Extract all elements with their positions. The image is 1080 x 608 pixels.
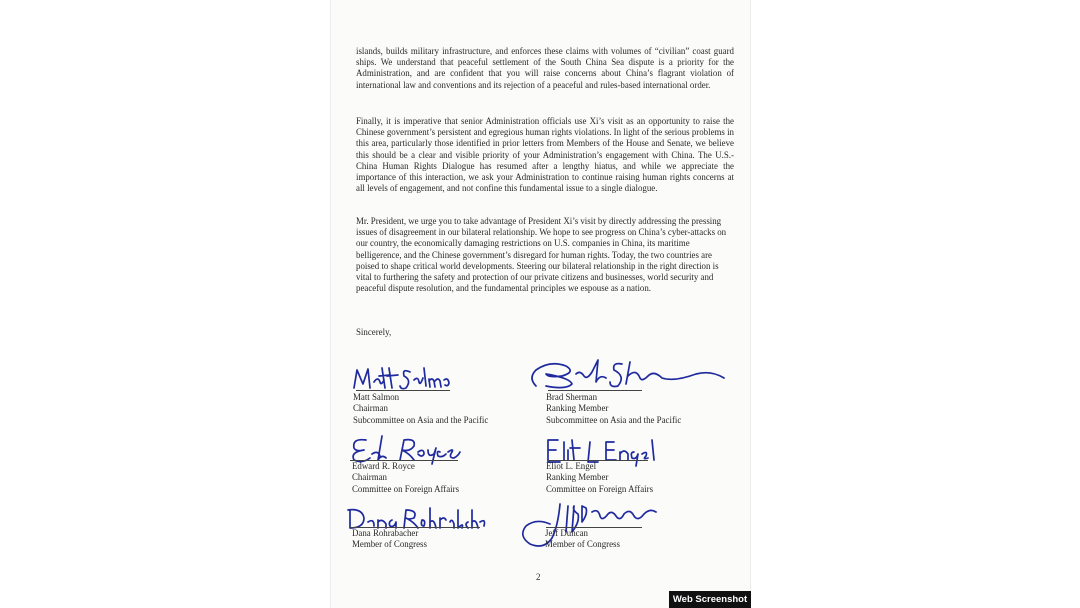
signatory-name: Brad Sherman	[546, 392, 598, 402]
signatory-name: Eliot L. Engel	[546, 461, 597, 471]
letter-paragraph-3: Mr. President, we urge you to take advantage of President Xi’s visit by directly addressing the pressing issues of disagreement in our bilateral relationship. We hope to see progress on China’s cyber-attacks on our country, the economically damaging restrictions on U.S. companies in China, its maritime belligerence, and the Chinese government’s disregard for human rights. Today, the two countries are poised to shape critical world developments. Steering our bilateral relationship in the right direction is vital to furthering the safety and protection of our private citizens and businesses, world security and peaceful dispute resolution, and the fundamental principles we espouse as a nation.	[356, 216, 727, 294]
signatory-matt-salmon	[353, 392, 488, 426]
signatory-title: Ranking Member	[546, 403, 609, 414]
signatory-title: Member of Congress	[352, 539, 427, 550]
signature-brad-sherman	[526, 356, 726, 390]
signatory-edward-royce	[352, 461, 459, 495]
signatory-name: Matt Salmon	[353, 392, 400, 402]
signatory-dana-rohrabacher	[352, 528, 427, 551]
signatory-committee: Committee on Foreign Affairs	[352, 483, 460, 494]
signatory-jeff-duncan	[545, 528, 620, 551]
web-screenshot-badge: Web Screenshot	[669, 591, 751, 608]
signatory-name: Dana Rohrabacher	[352, 528, 419, 538]
signatory-committee: Subcommittee on Asia and the Pacific	[546, 414, 682, 425]
signatory-title: Member of Congress	[545, 539, 620, 550]
signature-line	[548, 390, 642, 391]
signatory-committee: Committee on Foreign Affairs	[546, 483, 654, 494]
signatory-committee: Subcommittee on Asia and the Pacific	[353, 414, 489, 425]
signatory-name: Jeff Duncan	[545, 528, 588, 538]
letter-paragraph-1: islands, builds military infrastructure, and enforces these claims with volumes of “civilian” coast guard ships. We understand that peaceful settlement of the South China Sea dispute is a priority for the Administration, and are confident that you will raise concerns about China’s flagrant violation of international law and conventions and its rejection of a peaceful and rules-based international order.	[356, 46, 734, 90]
signatory-brad-sherman	[546, 392, 681, 426]
letter-paragraph-2: Finally, it is imperative that senior Administration officials use Xi’s visit as an opportunity to raise the Chinese government’s persistent and egregious human rights violations. In light of the serious problems in this area, particularly those identified in prior letters from Members of the House and Senate, we believe this should be a clear and visible priority of your Administration’s engagement with China. The U.S.-China Human Rights Dialogue has resumed after a lengthy hiatus, and while we appreciate the importance of this interaction, we ask your Administration to continue raising human rights concerns at all levels of engagement, and not confine this fundamental issue to a single dialogue.	[356, 116, 734, 194]
signature-matt-salmon	[352, 364, 452, 392]
page-number: 2	[536, 572, 541, 582]
closing: Sincerely,	[356, 327, 392, 337]
signatory-name: Edward R. Royce	[352, 461, 415, 471]
signatory-title: Chairman	[353, 403, 388, 414]
signature-line	[356, 390, 450, 391]
signatory-title: Chairman	[352, 472, 387, 483]
signatory-title: Ranking Member	[546, 472, 609, 483]
signatory-eliot-engel	[546, 461, 653, 495]
